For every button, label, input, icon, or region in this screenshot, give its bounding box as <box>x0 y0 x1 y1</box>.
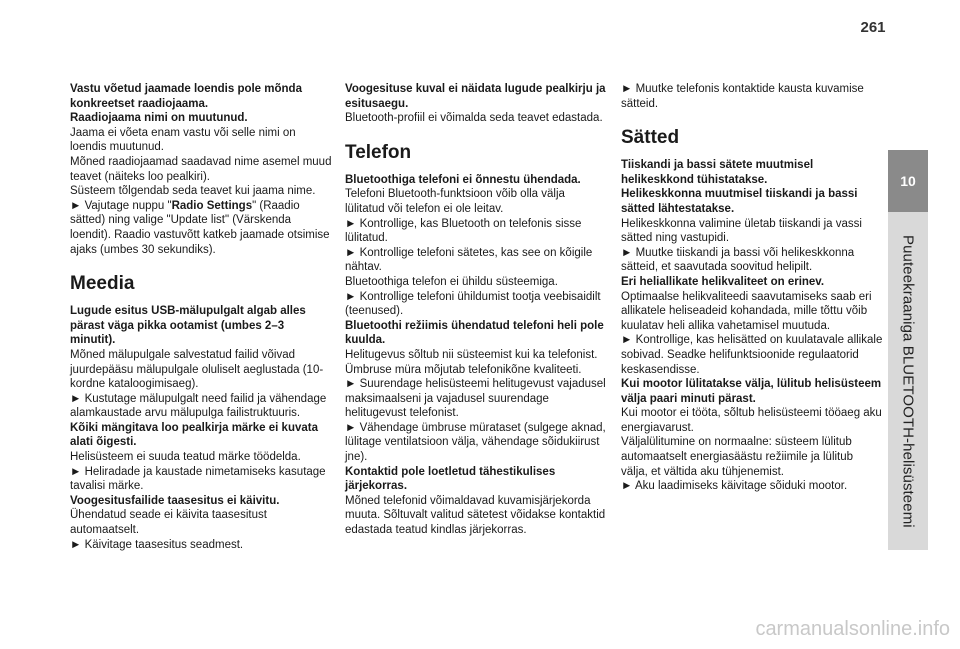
issue-heading: Bluetoothi režiimis ühendatud telefoni heli pole kuulda. <box>345 319 604 347</box>
chapter-title <box>888 212 928 550</box>
issue-heading: Vastu võetud jaamade loendis pole mõnda konkreetset raadiojaama. <box>70 83 302 110</box>
instruction: ► Käivitage taasesitus seadmest. <box>70 538 244 551</box>
instruction: ► Heliradade ja kaustade nimetamiseks kasutage tavalisi märke. <box>70 465 326 493</box>
instruction: ► Kustutage mälupulgalt need failid ja vähendage alamkaustade arvu mälupulga failistruktuuris. <box>70 392 327 420</box>
paragraph: Süsteem tõlgendab seda teavet kui jaama nime. <box>70 185 316 198</box>
page-number: 261 <box>860 19 886 36</box>
chapter-tab: 10 <box>888 150 928 212</box>
paragraph: Jaama ei võeta enam vastu või selle nimi on loendis muutunud. <box>70 126 296 154</box>
paragraph: Mõned raadiojaamad saadavad nime asemel muud teavet (näiteks loo pealkiri). <box>70 155 332 183</box>
paragraph: Bluetoothiga telefon ei ühildu süsteemiga. <box>345 275 558 288</box>
column-left <box>70 82 332 552</box>
issue-heading: Kui mootor lülitatakse välja, lülitub helisüsteem välja paari minuti pärast. <box>621 378 882 405</box>
issue-heading: Lugude esitus USB-mälupulgalt algab alles pärast väga pikka ootamist (umbes 2–3 minutit). <box>70 305 306 347</box>
instruction <box>70 199 332 257</box>
button-name: Radio Settings <box>171 199 253 212</box>
instruction: ► Aku laadimiseks käivitage sõiduki mootor. <box>621 480 848 493</box>
chapter-title-text: Puuteekraaniga BLUETOOTH-helisüsteemi <box>899 234 917 528</box>
section-heading-media: Meedia <box>70 273 135 295</box>
paragraph: Helikeskkonna valimine ületab tiiskandi ja vassi sätted ning vastupidi. <box>621 217 862 245</box>
issue-heading: Tiiskandi ja bassi sätete muutmisel helikeskkond tühistatakse. <box>621 159 814 186</box>
section-heading-satted: Sätted <box>621 127 680 149</box>
issue-heading: Voogesitusfailide taasesitus ei käivitu. <box>70 494 280 507</box>
issue-heading: Kontaktid pole loetletud tähestikulises järjekorras. <box>345 465 556 493</box>
issue-heading: Bluetoothiga telefoni ei õnnestu ühendada. <box>345 173 581 186</box>
column-middle <box>345 82 607 538</box>
instruction-text: " (Raadio sätted) ning valige "Update list" (Värskenda loendit). Raadio vastuvõtt katkeb jaamade otsimise ajaks (umbes 30 sekundiks). <box>70 199 330 256</box>
column-right <box>621 82 883 494</box>
instruction: ► Kontrollige, kas Bluetooth on telefonis sisse lülitatud. <box>345 217 582 245</box>
instruction: ► Kontrollige, kas helisätted on kuulatavale allikale sobivad. Seadke helifunktsioonide regulaatorid keskasendisse. <box>621 334 883 376</box>
paragraph: Telefoni Bluetooth-funktsioon võib olla välja lülitatud või telefon ei ole leitav. <box>345 188 565 215</box>
paragraph: Kui mootor ei tööta, sõltub helisüsteemi tööaeg aku energiavarust. <box>621 407 882 434</box>
issue-heading: Kõiki mängitava loo pealkirja märke ei kuvata alati õigesti. <box>70 421 318 449</box>
paragraph: Ühendatud seade ei käivita taasesitust automaatselt. <box>70 509 267 537</box>
issue-heading: Helikeskkonna muutmisel tiiskandi ja bassi sätted lähtestatakse. <box>621 188 858 215</box>
issue-heading: Voogesituse kuval ei näidata lugude pealkirju ja esitusaegu. <box>345 83 606 110</box>
watermark: carmanualsonline.info <box>755 618 950 640</box>
instruction: ► Kontrollige telefoni sätetes, kas see on kõigile nähtav. <box>345 246 593 274</box>
instruction: ► Kontrollige telefoni ühildumist tootja veebisaidilt (teenused). <box>345 290 601 318</box>
instruction: ► Muutke telefonis kontaktide kausta kuvamise sätteid. <box>621 83 864 110</box>
paragraph: Helisüsteem ei suuda teatud märke töödelda. <box>70 451 301 464</box>
paragraph: Mõned telefonid võimaldavad kuvamisjärjekorda muuta. Sõltuvalt valitud sätetest võidakse kontaktid edastada teatud kindlas järjekorras. <box>345 494 606 537</box>
instruction: ► Muutke tiiskandi ja bassi või helikeskkonna sätteid, et saavutada soovitud helipilt. <box>621 246 855 274</box>
paragraph: Optimaalse helikvaliteedi saavutamiseks saab eri allikatele heliseadeid kohandada, mille tõttu võib kuulatav heli allika vahetamisel muutuda. <box>621 290 872 332</box>
paragraph: Ümbruse müra mõjutab telefonikõne kvaliteeti. <box>345 363 582 376</box>
instruction: ► Suurendage helisüsteemi helitugevust vajadusel maksimaalseni ja vajadusel suurendage helitugevust telefonist. <box>345 378 606 420</box>
instruction-text: ► Vajutage nuppu " <box>70 199 172 212</box>
instruction: ► Vähendage ümbruse mürataset (sulgege aknad, lülitage ventilatsioon välja, vähendage sõidukiirust jne). <box>345 421 606 464</box>
paragraph: Mõned mälupulgale salvestatud failid võivad juurdepääsu mälupulgale oluliselt aeglustada (10-kordne kataloogimisaeg). <box>70 348 324 391</box>
section-heading-telefon: Telefon <box>345 141 412 163</box>
paragraph: Bluetooth-profiil ei võimalda seda teavet edastada. <box>345 112 603 125</box>
issue-heading: Eri heliallikate helikvaliteet on erinev. <box>621 275 825 288</box>
paragraph: Väljalülitumine on normaalne: süsteem lülitub automaatselt energiasäästu režiimile ja lülitub välja, et vältida aku tühjenemist. <box>621 436 854 478</box>
paragraph: Helitugevus sõltub nii süsteemist kui ka telefonist. <box>345 348 598 361</box>
issue-heading: Raadiojaama nimi on muutunud. <box>70 112 248 125</box>
